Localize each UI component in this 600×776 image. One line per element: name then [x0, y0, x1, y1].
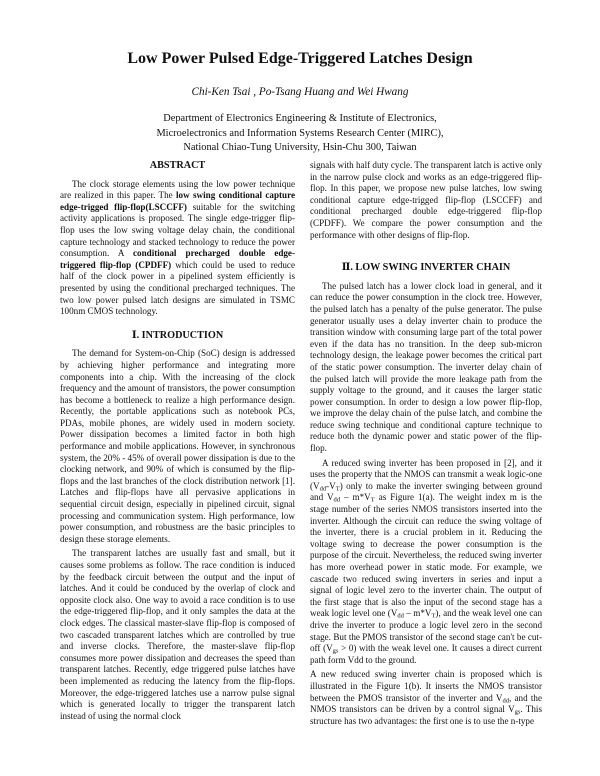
- affiliation-line: National Chiao-Tung University, Hsin-Chu 300, Taiwan: [183, 142, 417, 153]
- right-column: [310, 160, 542, 727]
- section2-paragraph-1: The pulsed latch has a lower clock load in general, and it can reduce the power consumption in the clock tree. However, the pulsed latch has a penalty of the pulse generator. The pulse generator usually uses a delay inverter chain to produce the transition window with consuming large part of the total power even if the data has no transition. In the deep sub-micron technology design, the leakage power becomes the critical part of the static power consumption. The inverter delay chain of the pulsed latch will provide the more leakage path from the supply voltage to the ground, and it causes the larger static power consumption. In order to design a low power flip-flop, we improve the delay chain of the pulse latch, and combine the reduce swing technique and conditional capture technique to reduce both the dynamic power and static power of the flip-flop.: [310, 280, 542, 454]
- affiliation-line: Microelectronics and Information Systems Research Center (MIRC),: [156, 127, 444, 139]
- abstract-paragraph: The clock storage elements using the low power technique are realized in this paper. The low swing conditional capture edge-trigged flip-flop(LSCCFF) suitable for the switching activity applications is proposed. The single edge-trigger flip-flop uses the low swing voltage delay chain, the conditional capture technology and stacked technology to reduce the power consumption. A conditional precharged double edge-triggered flip-flop (CPDFF) which could be used to reduce half of the clock power in a pipelined system efficiently is presented by using the conditional precharged techniques. The two low power pulsed latch designs are simulated in TSMC 100nm CMOS technology.: [60, 178, 295, 317]
- intro-paragraph-1: The demand for System-on-Chip (SoC) design is addressed by achieving higher performance and integrating more components into a chip. With the increasing of the clock frequency and the amount of transistors, the power consumption has become a bottleneck to realize a high performance design. Recently, the portable applications such as notebook PCs, PDAs, mobile phones, are widely used in modern society. Power dissipation becomes a limited factor in both high performance and mobile applications. However, in synchronous system, the 20% - 45% of overall power dissipation is due to the clocking network, and 90% of which is consumed by the flip-flops and the last branches of the clock distribution network [1]. Latches and flip-flops have all pervasive applications in sequential circuit design, especially in pipelined circuit, signal processing and communication system. High performance, low power consumption, and robustness are the basic principles to design these storage elements.: [60, 348, 295, 544]
- section2-paragraph-2: A reduced swing inverter has been proposed in [2], and it uses the property that the NMOS can transmit a weak logic-one $(V_{dd}-V_T)$ only to make the inverter swinging between ground and $V_{dd} - m*V_T$ as Figure 1(a). The weight index m is the stage number of the series NMOS transistors inserted into the inverter. Although the circuit can reduce the swing voltage of the inverter, there is a crucial problem in it. Reducing the voltage swing to decrease the power consumption is the purpose of the circuit. Nevertheless, the reduced swing inverter has more overhead power in static mode. For example, we cascade two reduced swing inverters in series and input a signal of logic level zero to the inverter chain. The output of the first stage that is also the input of the second stage has a weak logic level one $(V_{dd} - m*V_T)$, and the weak level one can drive the inverter to produce a logic level zero in the second stage. But the PMOS transistor of the second stage can't be cut-off $(V_{gs} > 0)$ with the weak level one. It causes a direct current path form Vdd to the ground.: [310, 457, 543, 665]
- intro-paragraph-2: The transparent latches are usually fast and small, but it causes some problems as follow. The race condition is induced by the feedback circuit between the output and the input of latches. And it could be conduced by the overlap of clock and opposite clock also. One way to avoid a race condition is to use the edge-triggered flip-flop, and it only samples the data at the clock edges. The classical master-slave flip-flop is composed of two cascaded transparent latches which are controlled by true and inverse clocks. Therefore, the master-slave flip-flop consumes more power dissipation and decreases the speed than transparent latches. Recently, edge triggered pulse latches have been implemented as reducing the latency from the flip-flops. Moreover, the edge-triggered latches use a narrow pulse signal which is generated locally to trigger the transparent latch instead of using the normal clock: [60, 548, 295, 721]
- section2-paragraph-3: A new reduced swing inverter chain is proposed which is illustrated in the Figure 1(b). It inserts the NMOS transistor between the PMOS transistor of the inverter and $V_{dd}$, and the NMOS transistors can be driven by a control signal $V_{gs}$. This structure has two advantages: the first one is to use the n-type: [310, 669, 543, 726]
- paper-title: Low Power Pulsed Edge-Triggered Latches Design: [127, 50, 473, 67]
- affiliation: [0, 112, 600, 156]
- left-column: [60, 160, 295, 722]
- intro-heading: Ⅰ. INTRODUCTION: [131, 329, 224, 341]
- paper-authors: Chi-Ken Tsai , Po-Tsang Huang and Wei Hwang: [191, 86, 409, 98]
- intro-paragraph-3: signals with half duty cycle. The transparent latch is active only in the narrow pulse clock and works as an edge-triggered flip-flop. In this paper, we propose new pulse latches, low swing conditional capture edge-trigged flip-flop (LSCCFF) and conditional precharged double edge-triggered flip-flop (CPDFF). We compare the power consumption and the performance with other designs of flip-flop.: [310, 160, 542, 240]
- abstract-heading: ABSTRACT: [149, 160, 206, 171]
- affiliation-line: Department of Electronics Engineering & Institute of Electronics,: [163, 113, 437, 124]
- section2-heading: Ⅱ. LOW SWING INVERTER CHAIN: [341, 262, 511, 274]
